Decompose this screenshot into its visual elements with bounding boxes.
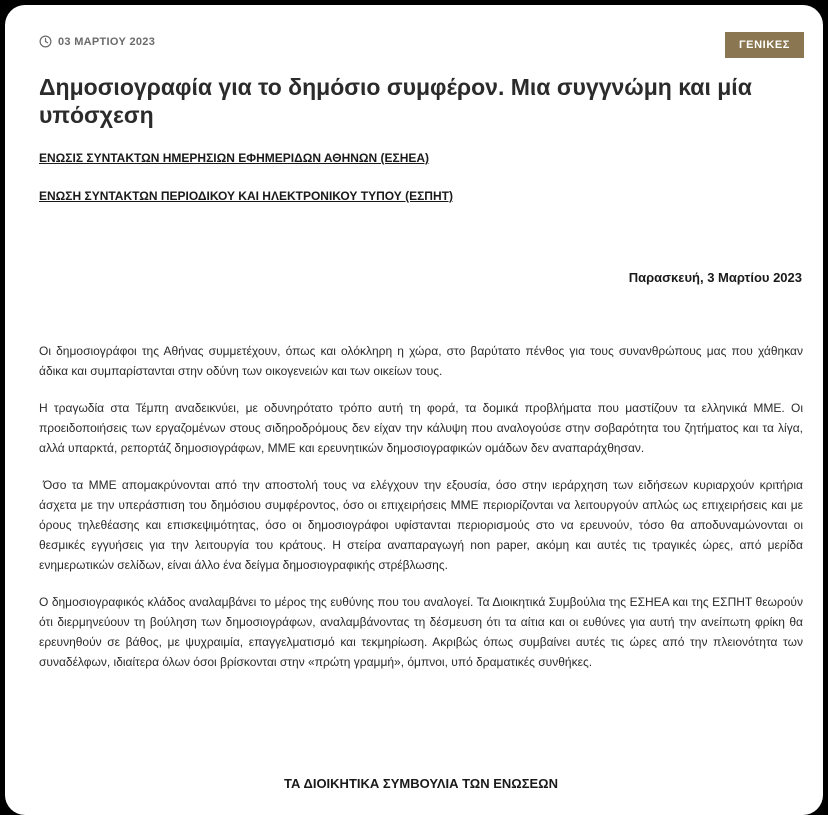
article-meta [39,35,155,48]
paragraph: Η τραγωδία στα Τέμπη αναδεικνύει, με οδυνηρότατο τρόπο αυτή τη φορά, τα δομικά προβλήματα που μαστίζουν τα ελληνικά ΜΜΕ. Οι προειδοποιήσεις των εργαζομένων στους σιδηροδρόμους δεν είχαν την κάλυψη που αναλογούσε στην σοβαρότητα του ζητήματος και τα λίγα, αλλά υπαρκτά, ρεπορτάζ δημοσιογράφων, ΜΜΕ και ερευνητικών δημοσιογραφικών ομάδων δεν αναπαράχθησαν. [39,401,803,455]
paragraph: Ο δημοσιογραφικός κλάδος αναλαμβάνει το μέρος της ευθύνης που του αναλογεί. Τα Διοικητικά Συμβούλια της ΕΣΗΕΑ και της ΕΣΠΗΤ θεωρούν ότι διερμηνεύουν τη βούληση των δημοσιογράφων, αναλαμβάνοντας τη δέσμευση ότι τα αίτια και οι ευθύνες για αυτή την ανείπωτη φρίκη θα ερευνηθούν σε βάθος, με ψυχραιμία, επαγγελματισμό και τεκμηρίωση. Ακριβώς όπως συμβαίνει αυτές τις ώρες από την πλειονότητα των συναδέλφων, ιδιαίτερα όλων όσοι βρίσκονται στην «πρώτη γραμμή», όμπνοι, υπό δραματικές συνθήκες. [39,595,803,669]
org-link-eshea[interactable]: ΕΝΩΣΙΣ ΣΥΝΤΑΚΤΩΝ ΗΜΕΡΗΣΙΩΝ ΕΦΗΜΕΡΙΔΩΝ ΑΘΗΝΩΝ (ΕΣΗΕΑ) [39,151,430,165]
article-body [39,341,803,689]
signature: ΤΑ ΔΙΟΙΚΗΤΙΚΑ ΣΥΜΒΟΥΛΙΑ ΤΩΝ ΕΝΩΣΕΩΝ [284,776,558,791]
category-badge[interactable]: ΓΕΝΙΚΕΣ [725,32,804,58]
article-title: Δημοσιογραφία για το δημόσιο συμφέρον. Μια συγγνώμη και μία υπόσχεση [39,74,752,128]
article-date: 03 ΜΑΡΤΙΟΥ 2023 [58,35,156,48]
paragraph: Όσο τα ΜΜΕ απομακρύνονται από την αποστολή τους να ελέγχουν την εξουσία, όσο στην ιεράρχηση των ειδήσεων κυριαρχούν κριτήρια άσχετα με την υπεράσπιση του δημόσιου συμφέροντος, όσο οι επιχειρήσεις ΜΜΕ περιορίζονται να λειτουργούν απλώς ως επιχειρήσεις και με όρους τηλεθέασης και επισκεψιμότητας, όσο οι δημοσιογράφοι υφίστανται περιορισμούς στο να ερευνούν, τόσο θα αποδυναμώνονται οι θεσμικές εγγυήσεις για την λειτουργία του κράτους. Η στείρα αναπαραγωγή non paper, ακόμη και αυτές τις τραγικές ώρες, από μερίδα ενημερωτικών σελίδων, είναι άλλο ένα δείγμα δημοσιογραφικής στρέβλωσης. [39,478,803,572]
clock-icon [39,35,52,48]
publish-date: Παρασκευή, 3 Μαρτίου 2023 [628,270,802,285]
paragraph: Οι δημοσιογράφοι της Αθήνας συμμετέχουν, όπως και ολόκληρη η χώρα, στο βαρύτατο πένθος για τους συνανθρώπους μας που χάθηκαν άδικα και συμπαρίστανται στην οδύνη των οικογενειών και των οικείων τους. [39,344,803,378]
org-link-espit[interactable]: ΕΝΩΣΗ ΣΥΝΤΑΚΤΩΝ ΠΕΡΙΟΔΙΚΟΥ ΚΑΙ ΗΛΕΚΤΡΟΝΙΚΟΥ ΤΥΠΟΥ (ΕΣΠΗΤ) [39,189,453,203]
article-card [5,5,823,815]
